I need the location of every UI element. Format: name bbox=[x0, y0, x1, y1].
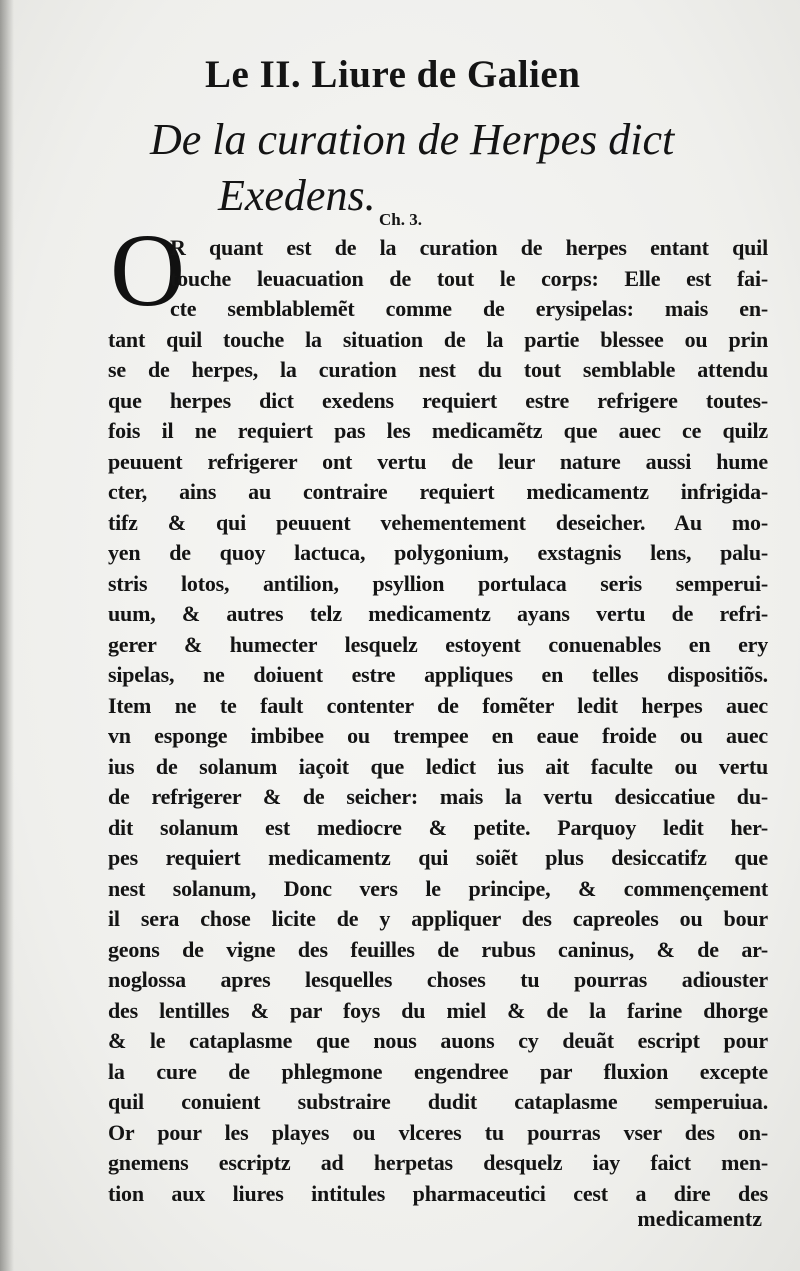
body-line: tion aux liures intitules pharmaceutici cest a dire des bbox=[108, 1180, 768, 1206]
body-line: fois il ne requiert pas les medicamẽtz que auec ce quilz bbox=[108, 418, 768, 443]
body-line: cter, ains au contraire requiert medicamentz infrigida- bbox=[108, 479, 768, 504]
body-line: de refrigerer & de seicher: mais la vertu desiccatiue du- bbox=[108, 784, 768, 809]
body-line: la cure de phlegmone engendree par fluxion excepte bbox=[108, 1058, 768, 1084]
body-line: geons de vigne des feuilles de rubus caninus, & de ar- bbox=[108, 936, 768, 962]
body-line: gnemens escriptz ad herpetas desquelz iay faict men- bbox=[108, 1150, 768, 1175]
body-line: ius de solanum iaçoit que ledict ius ait faculte ou vertu bbox=[108, 753, 768, 779]
body-line: pes requiert medicamentz qui soiẽt plus desiccatifz que bbox=[108, 845, 768, 870]
body-line: touche leuacuation de tout le corps: Elle est fai- bbox=[170, 265, 768, 291]
body-line: vn esponge imbibee ou trempee en eaue froide ou auec bbox=[108, 723, 768, 748]
body-line: R quant est de la curation de herpes entant quil bbox=[170, 235, 768, 260]
catchword: medicamentz bbox=[637, 1206, 762, 1231]
body-line: se de herpes, la curation nest du tout semblable attendu bbox=[108, 357, 768, 382]
drop-cap-initial: O bbox=[110, 213, 186, 328]
chapter-label: Ch. 3. bbox=[379, 210, 422, 229]
chapter-title-line1: De la curation de Herpes dict bbox=[150, 115, 675, 164]
body-line: des lentilles & par foys du miel & de la farine dhorge bbox=[108, 997, 768, 1023]
body-line: cte semblablemẽt comme de erysipelas: mais en- bbox=[170, 296, 768, 321]
body-line: stris lotos, antilion, psyllion portulaca seris semperui- bbox=[108, 570, 768, 596]
chapter-title-line2: Exedens. bbox=[218, 171, 376, 220]
body-line: & le cataplasme que nous auons cy deuãt escript pour bbox=[108, 1028, 768, 1053]
body-line: yen de quoy lactuca, polygonium, exstagnis lens, palu- bbox=[108, 540, 768, 565]
running-head: Le II. Liure de Galien bbox=[205, 53, 581, 96]
body-text bbox=[108, 233, 768, 1209]
body-line: peuuent refrigerer ont vertu de leur nature aussi hume bbox=[108, 448, 768, 474]
body-line: tant quil touche la situation de la partie blessee ou prin bbox=[108, 326, 768, 352]
chapter-title bbox=[150, 112, 710, 224]
body-line: gerer & humecter lesquelz estoyent conuenables en ery bbox=[108, 631, 768, 657]
body-line: nest solanum, Donc vers le principe, & commençement bbox=[108, 875, 768, 901]
body-line: sipelas, ne doiuent estre appliques en telles dispositiõs. bbox=[108, 662, 768, 687]
body-line: Item ne te fault contenter de fomẽter ledit herpes auec bbox=[108, 692, 768, 718]
body-line: quil conuient substraire dudit cataplasme semperuiua. bbox=[108, 1089, 768, 1114]
body-line: tifz & qui peuuent vehementement deseicher. Au mo- bbox=[108, 509, 768, 535]
body-line: Or pour les playes ou vlceres tu pourras vser des on- bbox=[108, 1119, 768, 1145]
page-gutter-shadow bbox=[0, 0, 14, 1271]
body-line: noglossa apres lesquelles choses tu pourras adiouster bbox=[108, 967, 768, 992]
body-line: que herpes dict exedens requiert estre refrigere toutes- bbox=[108, 387, 768, 413]
body-line: il sera chose licite de y appliquer des capreoles ou bour bbox=[108, 906, 768, 931]
body-line: uum, & autres telz medicamentz ayans vertu de refri- bbox=[108, 601, 768, 626]
body-line: dit solanum est mediocre & petite. Parquoy ledit her- bbox=[108, 814, 768, 840]
